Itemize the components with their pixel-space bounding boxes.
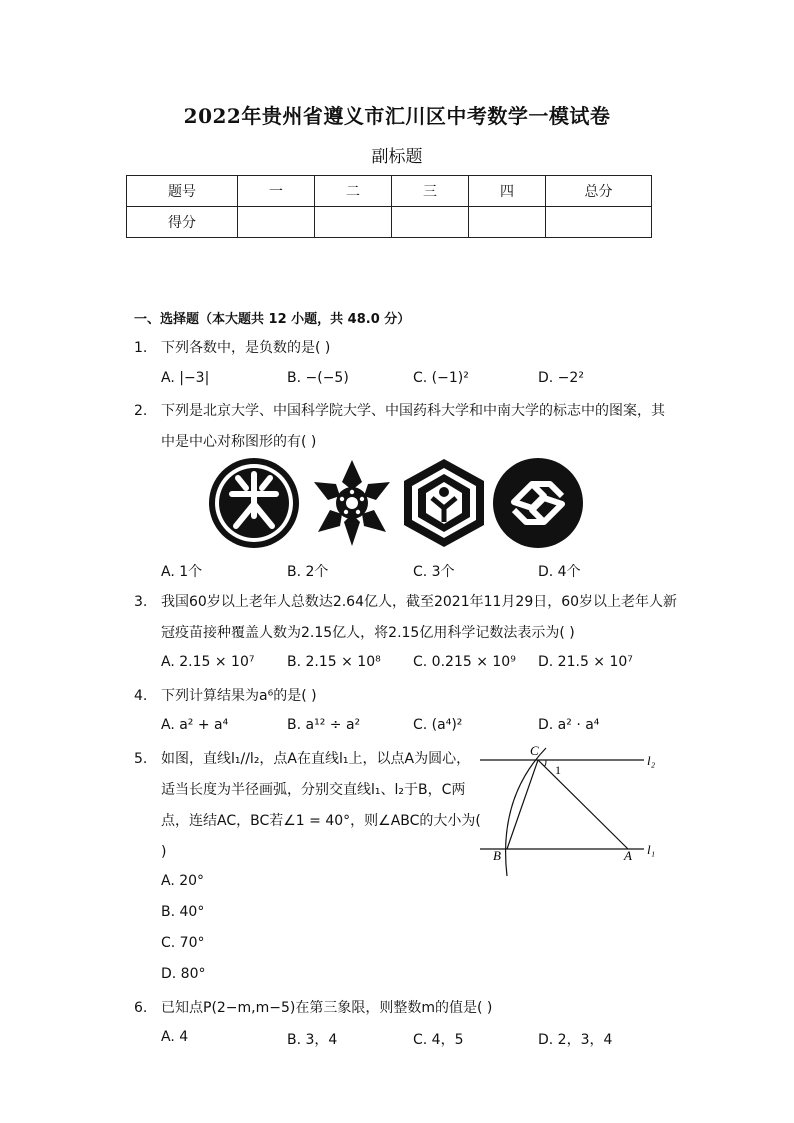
table-row — [127, 207, 652, 238]
table-cell: 得分 — [127, 207, 238, 238]
peking-university-logo-icon — [208, 456, 300, 550]
question-number: 4. — [134, 688, 148, 704]
option-d: D. 4个 — [538, 564, 581, 580]
table-cell: 三 — [392, 176, 469, 207]
option-c: C. (−1)² — [413, 370, 469, 386]
option-b: B. −(−5) — [287, 370, 349, 386]
table-cell: 四 — [469, 176, 546, 207]
option-c: C. (a⁴)² — [413, 717, 463, 733]
option-c: C. 4，5 — [413, 1032, 464, 1048]
table-cell — [315, 207, 392, 238]
table-cell — [546, 207, 652, 238]
table-cell — [392, 207, 469, 238]
option-d: D. 2，3，4 — [538, 1032, 613, 1048]
option-a: A. 20° — [161, 873, 205, 889]
question-text: 中是中心对称图形的有( ) — [161, 434, 317, 450]
flower-logo-icon — [306, 456, 398, 550]
option-b: B. a¹² ÷ a² — [287, 717, 361, 733]
table-cell: 二 — [315, 176, 392, 207]
section-heading: 一、选择题（本大题共 12 小题，共 48.0 分） — [134, 312, 411, 327]
table-cell: 一 — [238, 176, 315, 207]
question-text: 下列是北京大学、中国科学院大学、中国药科大学和中南大学的标志中的图案，其 — [161, 403, 665, 419]
table-cell: 题号 — [127, 176, 238, 207]
option-c: C. 3个 — [413, 564, 455, 580]
question-number: 2. — [134, 403, 148, 419]
segment-ac — [538, 760, 628, 849]
label-b: B — [493, 848, 501, 863]
angle-mark — [543, 760, 546, 766]
question-number: 6. — [134, 1000, 148, 1016]
table-cell — [238, 207, 315, 238]
label-c: C — [530, 743, 539, 758]
option-a: A. 2.15 × 10⁷ — [161, 654, 255, 670]
label-a: A — [624, 848, 632, 863]
central-south-university-logo-icon — [492, 456, 584, 550]
option-c: C. 70° — [161, 935, 205, 951]
option-b: B. 2.15 × 10⁸ — [287, 654, 381, 670]
option-a: A. a² + a⁴ — [161, 717, 229, 733]
question-text: 点，连结AC，BC若∠1 = 40°，则∠ABC的大小为( — [161, 813, 481, 829]
arc — [506, 748, 546, 876]
question-text: 下列各数中，是负数的是( ) — [161, 340, 331, 356]
label-l1: l₁ — [647, 842, 656, 857]
question-text: 适当长度为半径画弧，分别交直线l₁、l₂于B，C两 — [161, 782, 466, 798]
segment-bc — [507, 760, 538, 849]
option-a: A. 4 — [161, 1029, 189, 1045]
option-b: B. 40° — [161, 904, 205, 920]
option-c: C. 0.215 × 10⁹ — [413, 654, 516, 670]
page-title: 2022年贵州省遵义市汇川区中考数学一模试卷 — [183, 104, 611, 128]
question-text: 下列计算结果为a⁶的是( ) — [161, 688, 317, 704]
question-number: 5. — [134, 751, 148, 767]
option-b: B. 2个 — [287, 564, 329, 580]
label-angle-1: 1 — [555, 763, 561, 777]
pharmaceutical-university-logo-icon — [398, 456, 490, 550]
geometry-figure — [480, 738, 670, 878]
score-table — [126, 175, 652, 238]
page-subtitle: 副标题 — [371, 147, 423, 167]
option-b: B. 3，4 — [287, 1032, 338, 1048]
option-d: D. 80° — [161, 966, 206, 982]
table-cell — [469, 207, 546, 238]
question-text: 我国60岁以上老年人总数达2.64亿人，截至2021年11月29日，60岁以上老年人新 — [161, 594, 678, 610]
table-row — [127, 176, 652, 207]
label-l2: l₂ — [647, 753, 656, 768]
option-a: A. |−3| — [161, 370, 210, 386]
question-text: 已知点P(2−m,m−5)在第三象限，则整数m的值是( ) — [161, 1000, 493, 1016]
question-text: 如图，直线l₁//l₂，点A在直线l₁上，以点A为圆心， — [161, 751, 471, 767]
question-text: 冠疫苗接种覆盖人数为2.15亿人，将2.15亿用科学记数法表示为( ) — [161, 625, 575, 641]
option-d: D. −2² — [538, 370, 584, 386]
question-number: 3. — [134, 594, 148, 610]
option-d: D. 21.5 × 10⁷ — [538, 654, 633, 670]
option-d: D. a² · a⁴ — [538, 717, 600, 733]
question-number: 1. — [134, 340, 148, 356]
table-cell: 总分 — [546, 176, 652, 207]
question-text: ) — [161, 844, 167, 860]
option-a: A. 1个 — [161, 564, 203, 580]
